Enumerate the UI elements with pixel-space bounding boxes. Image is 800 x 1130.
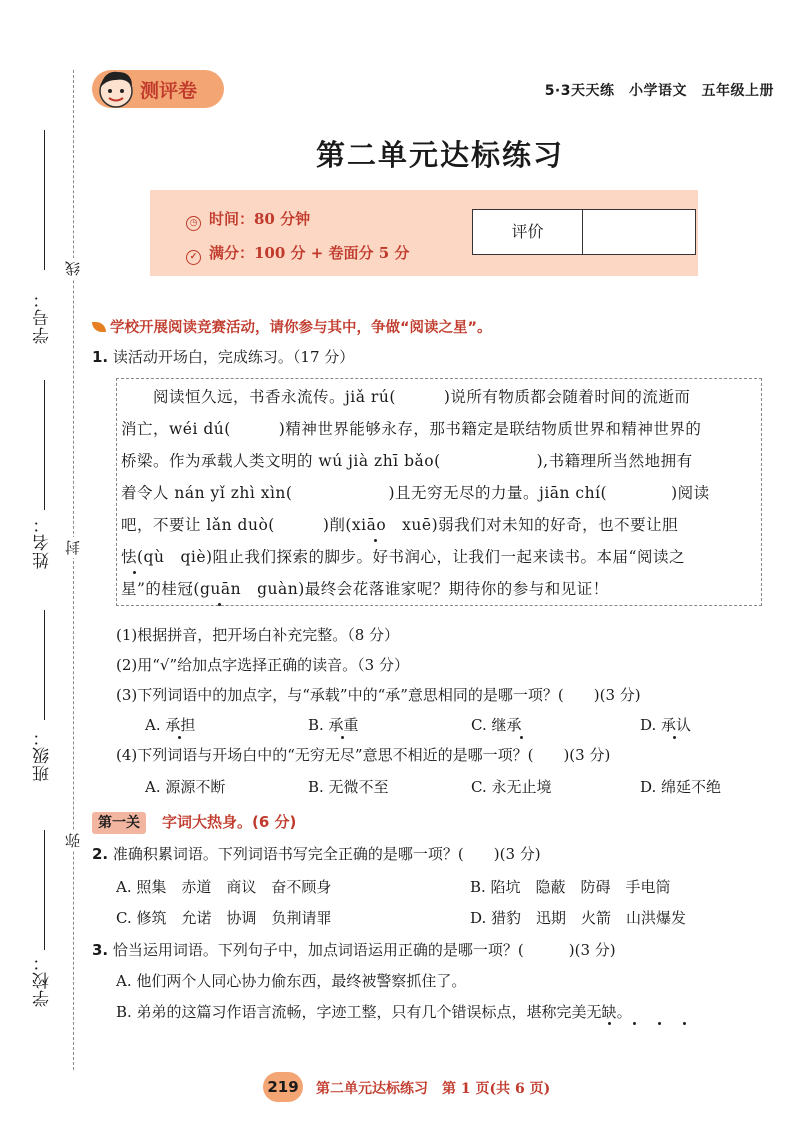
option-a: A. 承担 bbox=[145, 716, 196, 734]
cut-mark-seal: 封 bbox=[62, 537, 83, 558]
mascot-icon bbox=[96, 66, 136, 110]
sub-question-1: (1)根据拼音，把开场白补充完整。（8 分） bbox=[116, 626, 400, 644]
question-2 bbox=[92, 843, 541, 864]
clock-icon: ◷ bbox=[186, 216, 201, 231]
score-line bbox=[186, 242, 409, 264]
name-label: 姓名： bbox=[33, 515, 53, 569]
emphasis-dot bbox=[658, 1022, 661, 1025]
question-3 bbox=[92, 939, 616, 960]
footer-text: 第二单元达标练习 第 1 页(共 6 页) bbox=[316, 1081, 551, 1097]
passage-line: 吧，不要让 lǎn duò( )削(xiāo xuē)弱我们对未知的好奇，也不要让胆 bbox=[121, 516, 679, 534]
question-text: 读活动开场白，完成练习。（17 分） bbox=[112, 348, 355, 366]
level-tag: 第一关 bbox=[92, 812, 146, 834]
question-text: 准确积累词语。下列词语书写完全正确的是哪一项？( )(3 分) bbox=[112, 845, 541, 863]
page-number: 219 bbox=[263, 1072, 303, 1102]
question-number: 1. bbox=[92, 348, 109, 366]
section-banner bbox=[92, 316, 492, 337]
student-id-label: 学号： bbox=[33, 290, 53, 344]
passage-line: 怯(qù qiè)阻止我们探索的脚步。好书润心，让我们一起来读书。本届“阅读之 bbox=[121, 548, 685, 566]
sub-question-2: (2)用“√”给加点字选择正确的读音。（3 分） bbox=[116, 656, 409, 674]
emphasis-dot bbox=[673, 736, 676, 739]
option-a: A. 源源不断 bbox=[145, 778, 226, 796]
level-title: 字词大热身。(6 分) bbox=[162, 813, 297, 831]
school-underline bbox=[44, 830, 45, 950]
score-text: 满分：100 分 + 卷面分 5 分 bbox=[209, 244, 410, 262]
question-number: 3. bbox=[92, 941, 109, 959]
banner-text: 学校开展阅读竞赛活动，请你参与其中，争做“阅读之星”。 bbox=[110, 320, 492, 336]
sub-question-4: (4)下列词语与开场白中的“无穷无尽”意思不相近的是哪一项？( )(3 分) bbox=[116, 746, 611, 764]
emphasis-dot bbox=[341, 736, 344, 739]
question-number: 2. bbox=[92, 845, 109, 863]
page-title: 第二单元达标练习 bbox=[315, 138, 564, 172]
sub-question-3: (3)下列词语中的加点字，与“承载”中的“承”意思相同的是哪一项？( )(3 分) bbox=[116, 686, 641, 704]
option-d: D. 猎豹 迅期 火箭 山洪爆发 bbox=[470, 909, 687, 927]
question-1 bbox=[92, 346, 354, 367]
passage-line: 消亡，wéi dú( )精神世界能够永存，那书籍定是联结物质世界和精神世界的 bbox=[121, 420, 702, 438]
question-text: 恰当运用词语。下列句子中，加点词语运用正确的是哪一项？( )(3 分) bbox=[112, 941, 616, 959]
option-b: B. 弟弟的这篇习作语言流畅，字迹工整，只有几个错误标点，堪称完美无缺。 bbox=[116, 1003, 632, 1021]
evaluation-label: 评价 bbox=[473, 210, 583, 254]
emphasis-dot bbox=[178, 736, 181, 739]
emphasis-dot bbox=[520, 736, 523, 739]
passage-line: 星”的桂冠(guān guàn)最终会花落谁家呢？期待你的参与和见证！ bbox=[121, 580, 609, 598]
option-a: A. 他们两个人同心协力偷东西，最终被警察抓住了。 bbox=[116, 972, 467, 990]
passage-box bbox=[116, 378, 762, 606]
check-icon: ✓ bbox=[186, 250, 201, 265]
series-header: 5·3天天练 小学语文 五年级上册 bbox=[544, 83, 774, 99]
passage-line: 阅读恒久远，书香永流传。jiǎ rú( )说所有物质都会随着时间的流逝而 bbox=[121, 388, 691, 406]
emphasis-dot bbox=[133, 571, 136, 574]
leaf-icon bbox=[92, 322, 106, 332]
cut-mark-line: 线 bbox=[62, 258, 83, 279]
option-c: C. 修筑 允诺 协调 负荆请罪 bbox=[116, 909, 332, 927]
option-d: D. 绵延不绝 bbox=[640, 778, 722, 796]
time-text: 时间：80 分钟 bbox=[209, 210, 311, 228]
passage-line: 着令人 nán yǐ zhì xìn( )且无穷无尽的力量。jiān chí( )阅读 bbox=[121, 484, 710, 502]
class-underline bbox=[44, 610, 45, 720]
binding-line bbox=[73, 70, 74, 1070]
name-underline bbox=[44, 380, 45, 510]
emphasis-dot bbox=[218, 603, 221, 606]
school-label: 学校： bbox=[33, 953, 53, 1007]
emphasis-dot bbox=[374, 539, 377, 542]
emphasis-dot bbox=[683, 1022, 686, 1025]
passage-line: 桥梁。作为承载人类文明的 wú jià zhī bǎo( ),书籍理所当然地拥有 bbox=[121, 452, 693, 470]
option-c: C. 永无止境 bbox=[471, 778, 552, 796]
cut-mark-mi: 弥 bbox=[62, 830, 83, 851]
evaluation-box bbox=[472, 209, 696, 255]
option-d: D. 承认 bbox=[640, 716, 692, 734]
option-c: C. 继承 bbox=[471, 716, 522, 734]
time-line bbox=[186, 208, 310, 230]
option-b: B. 承重 bbox=[308, 716, 359, 734]
badge-label: 测评卷 bbox=[140, 80, 198, 102]
emphasis-dot bbox=[633, 1022, 636, 1025]
option-a: A. 照集 赤道 商议 奋不顾身 bbox=[116, 878, 332, 896]
class-label: 班级： bbox=[33, 728, 53, 782]
emphasis-dot bbox=[608, 1022, 611, 1025]
option-b: B. 陷坑 隐蔽 防碍 手电筒 bbox=[470, 878, 671, 896]
option-b: B. 无微不至 bbox=[308, 778, 389, 796]
